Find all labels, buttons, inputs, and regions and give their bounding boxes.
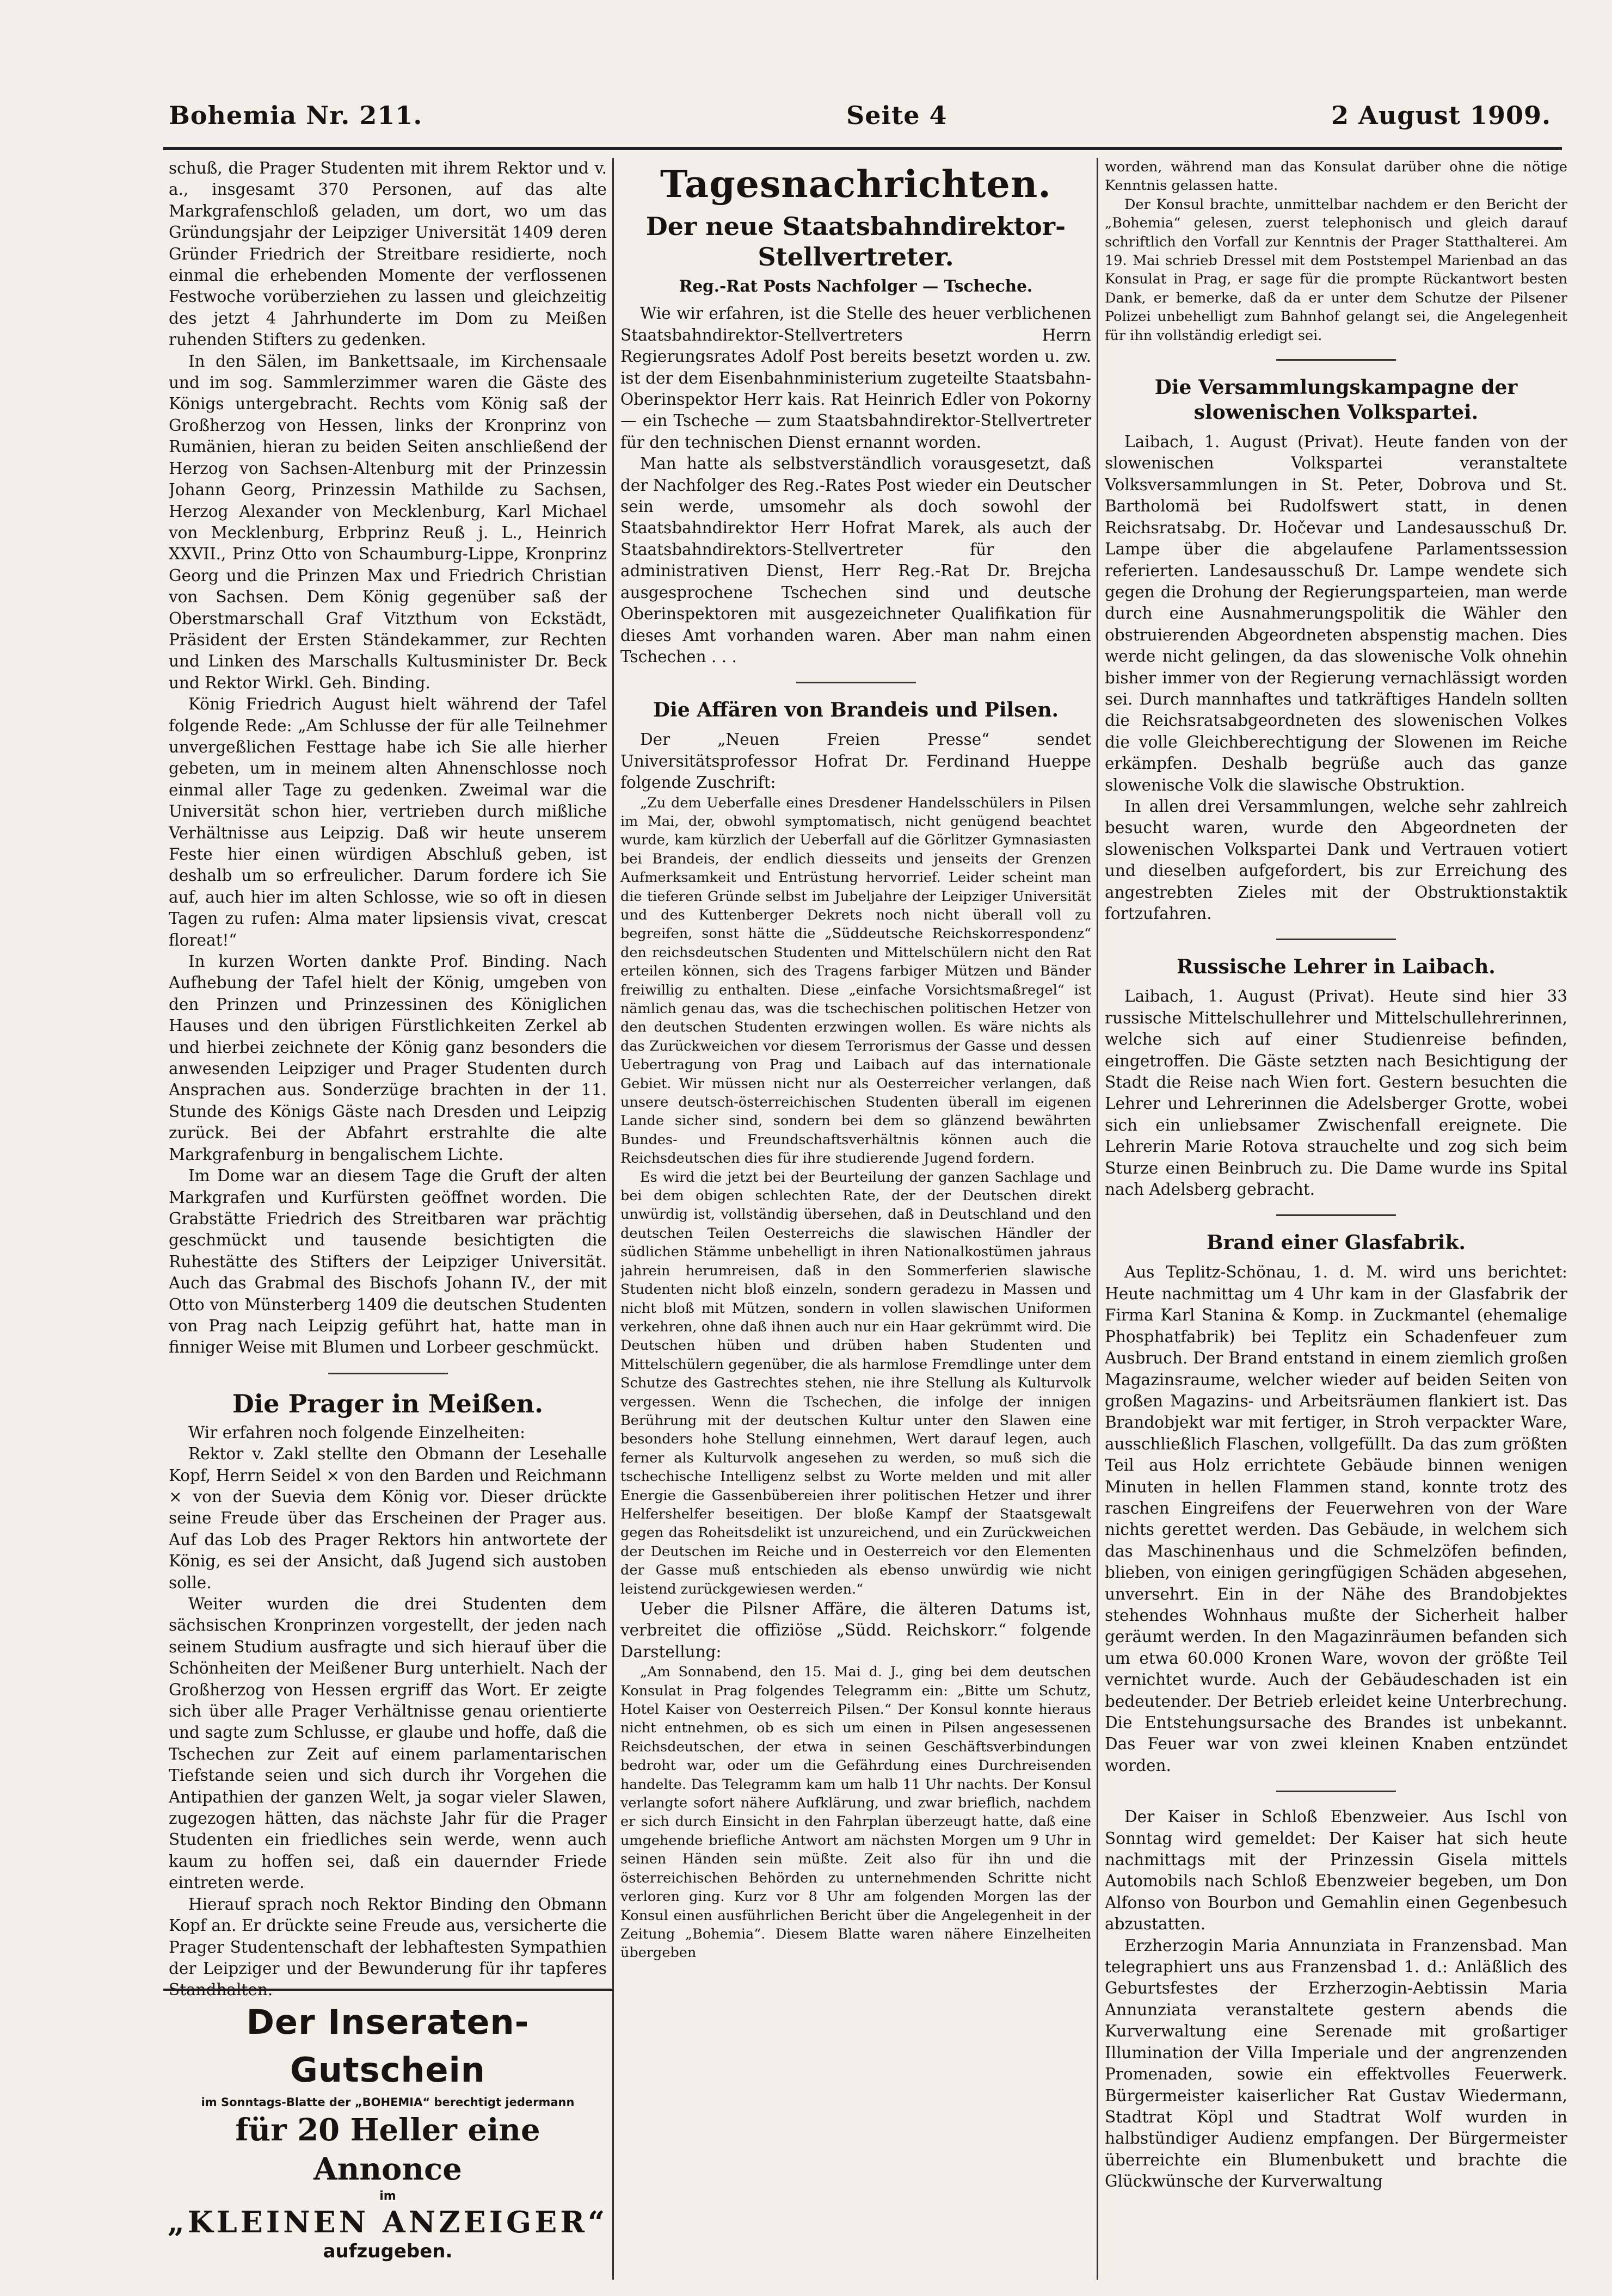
- article-paragraph: Man hatte als selbstverständlich vorausgesetzt, daß der Nachfolger des Reg.-Rates Post wieder ein Deutscher sein werde, umsomehr als doch sowohl der Staatsbahndirektor Herr Hofrat Marek, als auch der Staatsbahndirektors-Stellvertreter für den administrativen Dienst, Herr Reg.-Rat Dr. Brejcha ausgesprochene Tschechen sind und deutsche Oberinspektoren mit ausgezeichneter Qualifikation für dieses Amt vorhanden waren. Aber man nahm einen Tschechen . . .: [620, 454, 1091, 666]
- article-heading: Die Versammlungskampagne der slowenischen Volkspartei.: [1154, 376, 1518, 424]
- article-heading: Russische Lehrer in Laibach.: [1177, 955, 1496, 979]
- article-paragraph: Aus Teplitz-Schönau, 1. d. M. wird uns berichtet: Heute nachmittag um 4 Uhr kam in der Glasfabrik der Firma Karl Stanina & Komp. in Zuckmantel (ehemalige Phosphatfabrik) bei Teplitz ein Schadenfeuer zum Ausbruch. Der Brand entstand in einem ziemlich großen Magazinsraume, welcher wieder auf beiden Seiten von großen Magazins- und Arbeitsräumen flankiert ist. Das Brandobjekt war mit fertiger, in Stroh verpackter Ware, ausschließlich Flaschen, vollgefüllt. Da das zum größten Teil aus Holz errichtete Gebäude binnen wenigen Minuten in hellen Flammen stand, konnte trotz des raschen Eingreifens der Feuerwehren von der Ware nichts gerettet werden. Das Gebäude, in welchem sich das Maschinenhaus und die Schmelzöfen befinden, blieben, von einigen geringfügigen Schäden abgesehen, unversehrt. Ein in der Nähe des Brandobjektes stehendes Wohnhaus mußte der Sicherheit halber geräumt werden. In den Magazinräumen befanden sich um etwa 60.000 Kronen Ware, wovon der größte Teil vernichtet wurde. Auch der Gebäudeschaden ist ein bedeutender. Der Betrieb erleidet keine Unterbrechung. Die Entstehungsursache des Brandes ist unbekannt. Das Feuer war von zwei kleinen Knaben entzündet worden.: [1105, 1263, 1567, 1775]
- ad-im: im: [379, 2189, 396, 2203]
- ad-line: im Sonntags-Blatte der „BOHEMIA“ berechtigt jedermann: [201, 2096, 575, 2109]
- article-quote: Es wird die jetzt bei der Beurteilung der ganzen Sachlage und bei dem obigen schlechten Rate, der der Deutschen direkt unwürdig ist, vollständig übersehen, daß in Deutschland und den deutschen Teilen Oesterreichs die slawischen Händler der südlichen Stämme unbehelligt in ihren Nationalkostümen jahraus jahrein herumreisen, daß in den Sommerferien slawische Studenten nicht bloß einzeln, sondern geradezu in Massen und nicht bloß mit Mützen, sondern in vollen slawischen Uniformen verkehren, ohne daß ihnen auch nur ein Haar gekrümmt wird. Die Deutschen hüben und drüben haben Studenten und Mittelschülern gegenüber, die als harmlose Fremdlinge unter dem Schutze des Gastrechtes stehen, nie ihre Stellung als Kulturvolk vergessen. Wenn die Tschechen, die infolge der innigen Berührung mit der deutschen Kultur unter den Slawen eine besonders hohe Stellung einnehmen, Wert darauf legen, auch ferner als Kulturvolk angesehen zu werden, so muß sich die tschechische Intelligenz selbst zu Worte melden und mit aller Energie die Gassenbübereien ihrer politischen Hetzer und ihrer Helfershelfer beseitigen. Der bloße Kampf der Staatsgewalt gegen das Roheitsdelikt ist unzureichend, und ein Zurückweichen der Deutschen im Reiche und in Oesterreich vor den Elementen der Gasse muß entschieden als ebenso unwürdig wie nicht leistend zurückgewiesen werden.“: [620, 1169, 1091, 1597]
- section-divider: [1276, 359, 1396, 361]
- page-header: [163, 101, 1562, 150]
- article-paragraph: Der Konsul brachte, unmittelbar nachdem er den Bericht der „Bohemia“ gelesen, zuerst telephonisch und gleich darauf schriftlich den Vorfall zur Kenntnis der Prager Statthalterei. Am 19. Mai schrieb Dressel mit dem Poststempel Marienbad an das Konsulat in Prag, er sage für die prompte Rückantwort besten Dank, er bemerke, daß da er unter dem Schutze der Pilsener Polizei unbehelligt zum Bahnhof gelangt sei, die Angelegenheit für ihn vollständig erledigt sei.: [1105, 196, 1567, 344]
- section-divider: [1276, 939, 1396, 940]
- section-divider: [1276, 1791, 1396, 1792]
- header-page-number: Seite 4: [846, 101, 947, 130]
- advertisement-box: [163, 1989, 612, 2262]
- ad-publication-name: „KLEINEN ANZEIGER“: [167, 2205, 608, 2239]
- column-divider: [612, 158, 614, 2280]
- ad-price: für 20 Heller eine Annonce: [235, 2112, 540, 2187]
- ad-title: Der Inseraten-Gutschein: [246, 2002, 530, 2090]
- article-paragraph: Ueber die Pilsner Affäre, die älteren Datums ist, verbreitet die offiziöse „Südd. Reichskorr.“ folgende Darstellung:: [620, 1600, 1091, 1661]
- ad-end: aufzugeben.: [323, 2241, 453, 2262]
- article-paragraph: Wie wir erfahren, ist die Stelle des heuer verblichenen Staatsbahndirektor-Stellvertreters Herrn Regierungsrates Adolf Post bereits besetzt worden u. zw. ist der dem Eisenbahnministerium zugeteilte Staatsbahn-Oberinspektor Herr kais. Rat Heinrich Edler von Pokorny — ein Tscheche — zum Staatsbahndirektor-Stellvertreter für den technischen Dienst ernannt worden.: [620, 304, 1091, 452]
- article-paragraph: In kurzen Worten dankte Prof. Binding. Nach Aufhebung der Tafel hielt der König, umgeben von den Prinzen und Prinzessinen des Königlichen Hauses und den übrigen Fürstlichkeiten Zerkel ab und hierbei zeichnete der König ganz besonders die anwesenden Leipziger und Prager Studenten durch Ansprachen aus. Sonderzüge brachten in der 11. Stunde des Königs Gäste nach Dresden und Leipzig zurück. Bei der Abfahrt erstrahlte die alte Markgrafenburg in bengalischem Lichte.: [169, 952, 607, 1164]
- article-byline: Reg.-Rat Posts Nachfolger — Tscheche.: [679, 276, 1033, 295]
- article-quote: „Zu dem Ueberfalle eines Dresdener Handelsschülers in Pilsen im Mai, der, obwohl symptomatisch, nicht genügend beachtet wurde, kam kürzlich der Ueberfall auf die Görlitzer Gymnasiasten bei Brandeis, der endlich diesseits und jenseits der Grenzen Aufmerksamkeit und Entrüstung hervorrief. Leider scheint man die tieferen Gründe selbst im Jubeljahre der Leipziger Universität und des Kuttenberger Dekrets noch nicht überall voll zu begreifen, sonst hätte die „Süddeutsche Reichskorrespondenz“ den reichsdeutschen Studenten und Mittelschülern nicht den Rat erteilen können, sich des Tragens farbiger Mützen und Bänder freiwillig zu enthalten. Diese „einfache Vorsichtsmaßregel“ ist nämlich genau das, was die tschechischen politischen Hetzer von den deutschen Studenten erzwingen wollen. Es wäre nichts als das Zurückweichen vor diesem Terrorismus der Gasse und dessen Uebertragung von Prag und Laibach auf das internationale Gebiet. Wir müssen nicht nur als Oesterreicher verlangen, daß unsere deutsch-österreichischen Studenten überall im eigenen Lande sicher sind, sondern bei dem so glänzend bewährten Bundes- und Freundschaftsverhältnis können auch die Reichsdeutschen dies für ihre studierende Jugend fordern.: [620, 794, 1091, 1167]
- article-paragraph: Laibach, 1. August (Privat). Heute fanden von der slowenischen Volkspartei veranstaltete Volksversammlungen in St. Peter, Dobrova und St. Bartholomä bei Rudolfswert statt, in denen Reichsratsabg. Dr. Hočevar und Landesausschuß Dr. Lampe über die abgelaufene Parlamentssession referierten. Landesausschuß Dr. Lampe wendete sich gegen die Drohung der Regierungsparteien, man werde durch eine Ausnahmerungspolitik die Wähler den obstruierenden Abgeordneten abspenstig machen. Dies werde nicht gelingen, da das slowenische Volk ohnehin bisher immer von der Regierung vernachlässigt worden sei. Durch mannhaftes und tatkräftiges Handeln sollten die Reichsratsabgeordneten des slowenischen Volkes die volle Gleichberechtigung der Slowenen im Reiche erkämpfen. Deshalb begrüße auch das ganze slowenische Volk die slawische Obstruktion.: [1105, 433, 1567, 794]
- article-paragraph: worden, während man das Konsulat darüber ohne die nötige Kenntnis gelassen hatte.: [1105, 159, 1567, 194]
- article-paragraph: Laibach, 1. August (Privat). Heute sind hier 33 russische Mittelschullehrer und Mittelschullehrerinnen, welche sich auf einer Studienreise befinden, eingetroffen. Die Gäste setzten nach Besichtigung der Stadt die Reise nach Wien fort. Gestern besuchten die Lehrer und Lehrerinnen die Adelsberger Grotte, wobei sich ein unliebsamer Zwischenfall ereignete. Die Lehrerin Marie Rotova strauchelte und zog sich beim Sturze einen Beinbruch zu. Die Dame wurde ins Spital nach Adelsberg gebracht.: [1105, 987, 1567, 1199]
- left-column: [169, 158, 607, 2291]
- right-column: [1105, 158, 1567, 2291]
- article-paragraph: schuß, die Prager Studenten mit ihrem Rektor und v. a., insgesamt 370 Personen, auf das alte Markgrafenschloß geladen, um dort, wo um das Gründungsjahr der Leipziger Universität 1409 deren Gründer Friedrich der Streitbare residierte, noch einmal die erhebenden Momente der verflossenen Festwoche vorüberziehen zu lassen und gleichzeitig des jetzt 4 Jahrhunderte im Dom zu Meißen ruhenden Stifters zu gedenken.: [169, 159, 607, 349]
- article-heading: Die Prager in Meißen.: [232, 1388, 544, 1418]
- section-divider: [796, 682, 916, 683]
- section-divider: [328, 1373, 448, 1374]
- article-paragraph: In allen drei Versammlungen, welche sehr zahlreich besucht waren, wurde den Abgeordneten der slowenischen Volkspartei Dank und Vertrauen votiert und dieselben aufgefordert, bis zur Erreichung des angestrebten Zieles mit der Obstruktionstaktik fortzufahren.: [1105, 797, 1567, 923]
- header-date: 2 August 1909.: [1331, 101, 1551, 130]
- article-paragraph: In den Sälen, im Bankettsaale, im Kirchensaale und im sog. Sammlerzimmer waren die Gäste des Königs untergebracht. Rechts vom König saß der Großherzog von Hessen, links der Kronprinz von Rumänien, hieran zu beiden Seiten anschließend der Herzog von Sachsen-Altenburg mit der Prinzessin Johann Georg, Prinzessin Mathilde zu Sachsen, Herzog Alexander von Mecklenburg, Karl Michael von Mecklenburg, Erbprinz Reuß j. L., Heinrich XXVII., Prinz Otto von Schaumburg-Lippe, Kronprinz Georg und die Prinzen Max und Friedrich Christian von Sachsen. Dem König gegenüber saß der Oberstmarschall Graf Vitzthum von Eckstädt, Präsident der Ersten Ständekammer, zur Rechten und Linken des Marschalls Kultusminister Dr. Beck und Rektor Wirkl. Geh. Binding.: [169, 351, 607, 692]
- section-title: Tagesnachrichten.: [660, 163, 1051, 206]
- article-paragraph: Im Dome war an diesem Tage die Gruft der alten Markgrafen und Kurfürsten geöffnet worden. Die Grabstätte Friedrich des Streitbaren war prächtig geschmückt und tausende besichtigten die Ruhestätte des Stifters der Leipziger Universität. Auch das Grabmal des Bischofs Johann IV., der mit Otto von Münsterberg 1409 die deutschen Studenten von Prag nach Leipzig geführt hat, hatte man in finniger Weise mit Blumen und Lorbeer geschmückt.: [169, 1166, 607, 1357]
- middle-column: [620, 158, 1091, 2291]
- article-paragraph: Der Kaiser in Schloß Ebenzweier. Aus Ischl von Sonntag wird gemeldet: Der Kaiser hat sich heute nachmittags mit der Prinzessin Gisela mittels Automobils nach Schloß Ebenzweier begeben, um Don Alfonso von Bourbon und Gemahlin einen Gegenbesuch abzustatten.: [1105, 1807, 1567, 1934]
- article-quote: „Am Sonnabend, den 15. Mai d. J., ging bei dem deutschen Konsulat in Prag folgendes Telegramm ein: „Bitte um Schutz, Hotel Kaiser von Oesterreich Pilsen.“ Der Konsul konnte hieraus nicht entnehmen, ob es sich um einen in Pilsen angesessenen Reichsdeutschen, der etwa in seinen Geschäftsverbindungen bedroht war, oder um die Gefährdung eines Durchreisenden handelte. Das Telegramm kam um halb 11 Uhr nachts. Der Konsul verlangte sofort nähere Aufklärung, und zwar brieflich, nachdem er sich durch Einsicht in den Fahrplan überzeugt hatte, daß eine umgehende briefliche Antwort am nächsten Morgen um 9 Uhr in seinen Händen sein müßte. Zeit also für ihn und die österreichischen Behörden zu unternehmenden Schritte nicht verloren ging. Kurz vor 8 Uhr am folgenden Morgen las der Konsul einen ausführlichen Bericht über die Angelegenheit in der Zeitung „Bohemia“. Diesem Blatte waren nähere Einzelheiten übergeben: [620, 1664, 1091, 1961]
- header-issue: Bohemia Nr. 211.: [169, 101, 423, 130]
- header-rule: [163, 147, 1562, 150]
- article-paragraph: Weiter wurden die drei Studenten dem sächsischen Kronprinzen vorgestellt, der jeden nach seinem Studium ausfragte und sich hierauf über die Schönheiten der Meißener Burg unterhielt. Nach der Großherzog von Hessen ergriff das Wort. Er zeigte sich über alle Prager Verhältnisse genau orientierte und sagte zum Schlusse, er glaube und hoffe, daß die Tschechen zur Zeit auf einem parlamentarischen Tiefstande seien und sich durch ihr Vorgehen die Antipathien der ganzen Welt, ja sogar vieler Slawen, zugezogen hätten, das nächste Jahr für die Prager Studenten ein friedliches sein werde, wenn auch kaum zu hoffen sei, daß ein dauernder Friede eintreten werde.: [169, 1595, 607, 1892]
- article-headline: Der neue Staatsbahndirektor-Stellvertreter.: [645, 212, 1066, 271]
- article-paragraph: Wir erfahren noch folgende Einzelheiten:: [188, 1423, 526, 1442]
- section-divider: [1276, 1214, 1396, 1216]
- column-divider: [1097, 158, 1098, 2280]
- article-heading: Brand einer Glasfabrik.: [1207, 1231, 1466, 1255]
- article-paragraph: König Friedrich August hielt während der Tafel folgende Rede: „Am Schlusse der für alle Teilnehmer unvergeßlichen Festtage habe ich Sie alle hierher gebeten, um in meinem alten Ahnenschlosse noch einmal aller Tage zu gedenken. Zweimal war die Universität schon hier, vertrieben durch mißliche Verhältnisse aus Leipzig. Daß wir heute unserem Feste hier einen würdigen Abschluß geben, ist deshalb um so erfreulicher. Darum fordere ich Sie auf, auch hier im alten Schlosse, wie so oft in diesen Tagen zu rufen: Alma mater lipsiensis vivat, crescat floreat!“: [169, 695, 607, 949]
- article-paragraph: Hierauf sprach noch Rektor Binding den Obmann Kopf an. Er drückte seine Freude aus, versicherte die Prager Studentenschaft der lebhaftesten Sympathien der Leipziger und der Bewunderung für ihr tapferes Standhalten.: [169, 1894, 607, 1999]
- article-paragraph: Rektor v. Zakl stellte den Obmann der Lesehalle Kopf, Herrn Seidel × von den Barden und Reichmann × von der Suevia dem König vor. Dieser drückte seine Freude über das Erscheinen der Prager aus. Auf das Lob des Prager Rektors hin antwortete der König, es sei der Ansicht, daß Jugend sich austoben solle.: [169, 1445, 607, 1592]
- article-paragraph: Erzherzogin Maria Annunziata in Franzensbad. Man telegraphiert uns aus Franzensbad 1. d.: Anläßlich des Geburtsfestes der Erzherzogin-Aebtissin Maria Annunziata veranstaltete gestern abends die Kurverwaltung eine Serenade mit großartiger Illumination der Villa Imperiale und der angrenzenden Promenaden, sowie ein effektvolles Feuerwerk. Bürgermeister kaiserlicher Rat Gustav Wiedermann, Stadtrat Köpl und Stadtrat Wolf wurden in halbstündiger Audienz empfangen. Der Bürgermeister überreichte ein Blumenbukett und brachte die Glückwünsche der Kurverwaltung: [1105, 1936, 1567, 2191]
- article-heading: Die Affären von Brandeis und Pilsen.: [653, 699, 1059, 722]
- article-paragraph: Der „Neuen Freien Presse“ sendet Universitätsprofessor Hofrat Dr. Ferdinand Hueppe folgende Zuschrift:: [620, 730, 1091, 792]
